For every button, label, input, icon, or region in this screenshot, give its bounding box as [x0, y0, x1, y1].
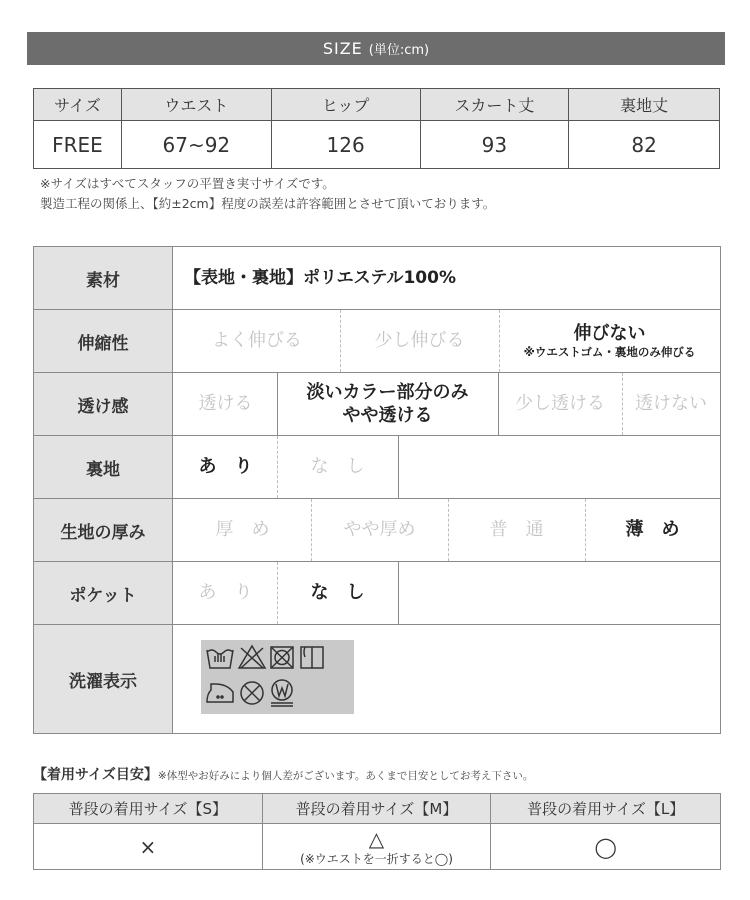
divider [398, 562, 399, 624]
size-note-1: ※サイズはすべてスタッフの平置き実寸サイズです。 [40, 176, 335, 191]
fit-header-m: 普段の着用サイズ【M】 [262, 794, 491, 824]
lining-label: 裏地 [34, 436, 173, 498]
size-table [33, 88, 720, 169]
sheer-option-light-color-selected [277, 373, 498, 435]
no-dry-clean-icon [241, 682, 263, 704]
stretch-option-none: 伸びない [573, 322, 646, 344]
sheer-option-sheer: 透ける [198, 393, 253, 415]
material-table [33, 246, 721, 734]
pocket-option-yes: あ り [198, 582, 253, 604]
skirt-length-header-cell: スカート丈 [420, 89, 569, 121]
lining-option-no: な し [310, 456, 365, 478]
material-row [34, 247, 720, 310]
pocket-option-no-selected: な し [310, 582, 365, 604]
skirt-length-value-cell: 93 [420, 121, 569, 169]
thickness-option-thin-selected: 薄 め [625, 519, 680, 541]
fit-guide-title [33, 764, 533, 784]
fit-value-m-note: (※ウエストを一折すると◯) [300, 851, 453, 866]
stretch-option-none-selected [499, 310, 720, 372]
size-unit: (単位:cm) [368, 43, 430, 58]
size-header-cell: サイズ [34, 89, 122, 121]
size-value-cell: FREE [34, 121, 122, 169]
sheer-label: 透け感 [34, 373, 173, 435]
stretch-label: 伸縮性 [34, 310, 173, 372]
thickness-option-slightly-thick: やや厚め [343, 519, 416, 541]
no-tumble-dry-icon [271, 647, 293, 668]
size-title: SIZE [322, 39, 363, 58]
hand-wash-icon [207, 650, 233, 668]
waist-value-cell: 67~92 [121, 121, 271, 169]
size-table-header-row [34, 89, 720, 121]
pocket-label: ポケット [34, 562, 173, 624]
stretch-row [34, 310, 720, 373]
waist-header-cell: ウエスト [121, 89, 271, 121]
lining-option-yes-selected: あ り [198, 456, 253, 478]
material-value: 【表地・裏地】ポリエステル100% [184, 267, 456, 288]
fit-value-m [262, 824, 491, 870]
stretch-selected-note: ※ウエストゴム・裏地のみ伸びる [523, 345, 696, 360]
fit-table [33, 793, 721, 870]
fit-guide-note: ※体型やお好みにより個人差がございます。あくまで目安としてお考え下さい。 [157, 770, 534, 782]
thickness-option-normal: 普 通 [489, 519, 544, 541]
lining-length-value-cell: 82 [569, 121, 720, 169]
low-iron-icon [207, 684, 233, 702]
fit-value-m-symbol: △ [368, 826, 385, 851]
care-label: 洗濯表示 [34, 625, 173, 733]
thickness-option-thick: 厚 め [215, 519, 270, 541]
sheer-row [34, 373, 720, 436]
fit-guide-heading: 【着用サイズ目安】 [33, 767, 158, 783]
fit-header-l: 普段の着用サイズ【L】 [491, 794, 721, 824]
thickness-row [34, 499, 720, 562]
size-table-value-row [34, 121, 720, 169]
thickness-label: 生地の厚み [34, 499, 173, 561]
fit-table-value-row [34, 824, 721, 870]
sheer-option-light-color-line2: やや透ける [342, 405, 433, 426]
hip-value-cell: 126 [271, 121, 420, 169]
material-label: 素材 [34, 247, 173, 309]
fit-value-l: ◯ [491, 824, 721, 870]
hip-header-cell: ヒップ [271, 89, 420, 121]
lining-length-header-cell: 裏地丈 [569, 89, 720, 121]
care-symbols-image [201, 640, 354, 714]
sheer-option-slight: 少し透ける [515, 393, 605, 415]
stretch-option-high: よく伸びる [212, 330, 302, 352]
wet-clean-icon [271, 680, 293, 706]
line-dry-icon [301, 647, 323, 668]
divider [398, 436, 399, 498]
stretch-option-slight: 少し伸びる [374, 330, 465, 352]
care-symbols-svg [201, 640, 354, 714]
pocket-row [34, 562, 720, 625]
size-note-2: 製造工程の関係上、【約±2cm】程度の誤差は許容範囲とさせて頂いております。 [40, 196, 496, 211]
sheer-option-light-color-line1: 淡いカラー部分のみ [306, 381, 469, 403]
sheer-option-none: 透けない [635, 393, 707, 415]
fit-value-s: × [34, 824, 263, 870]
fit-header-s: 普段の着用サイズ【S】 [34, 794, 263, 824]
no-bleach-icon [239, 646, 265, 668]
care-row [34, 625, 720, 733]
lining-row [34, 436, 720, 499]
fit-table-header-row [34, 794, 721, 824]
size-header [27, 32, 725, 65]
